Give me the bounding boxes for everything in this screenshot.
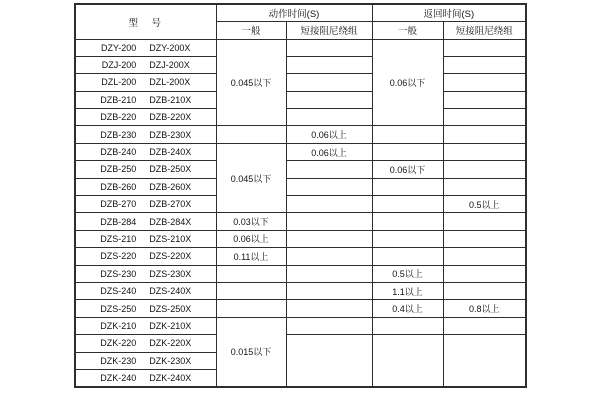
return-damping-cell	[443, 178, 526, 195]
action-damping-cell	[286, 196, 372, 213]
action-damping-cell	[286, 91, 372, 108]
action-general-cell: 0.045以下	[216, 143, 286, 213]
model-name: DZK-210	[100, 320, 137, 331]
return-general-cell: 0.06以下	[372, 39, 443, 126]
table-row	[75, 109, 526, 126]
header-action-damping: 短接阻尼绕组	[286, 22, 372, 40]
return-damping-cell	[443, 126, 526, 143]
return-general-cell	[372, 213, 443, 230]
return-damping-cell: 0.5以上	[443, 196, 526, 213]
model-cell	[75, 56, 216, 73]
return-damping-cell	[443, 74, 526, 91]
model-cell	[75, 352, 216, 369]
model-cell	[75, 91, 216, 108]
model-name-x: DZK-220X	[149, 338, 192, 349]
header-model: 型 号	[75, 4, 216, 39]
model-cell	[75, 282, 216, 299]
model-name-x: DZS-240X	[149, 286, 192, 297]
return-damping-cell	[443, 39, 526, 56]
return-damping-cell	[443, 56, 526, 73]
action-damping-cell	[286, 230, 372, 247]
model-name: DZB-250	[100, 164, 137, 175]
action-general-cell: 0.11以上	[216, 248, 286, 265]
return-general-cell	[372, 178, 443, 195]
action-general-cell	[216, 282, 286, 299]
model-name-x: DZB-284X	[149, 216, 192, 227]
action-damping-cell	[286, 74, 372, 91]
model-name: DZS-250	[100, 303, 137, 314]
model-name: DZS-210	[100, 233, 137, 244]
return-damping-cell	[443, 91, 526, 108]
model-name-x: DZS-230X	[149, 268, 192, 279]
model-name-x: DZY-200X	[149, 42, 191, 53]
model-name-x: DZB-230X	[149, 129, 192, 140]
return-general-cell: 1.1以上	[372, 282, 443, 299]
table-row	[75, 196, 526, 213]
table-row	[75, 317, 526, 334]
action-damping-cell	[286, 56, 372, 73]
table-row	[75, 143, 526, 160]
model-cell	[75, 196, 216, 213]
model-name-x: DZB-240X	[149, 147, 192, 158]
table-row	[75, 335, 526, 352]
header-action-general: 一般	[216, 22, 286, 40]
model-cell	[75, 74, 216, 91]
model-cell	[75, 317, 216, 334]
model-cell	[75, 143, 216, 160]
model-name-x: DZB-210X	[149, 94, 192, 105]
action-damping-cell	[286, 161, 372, 178]
table-row	[75, 161, 526, 178]
return-general-cell	[372, 317, 443, 334]
model-name: DZB-260	[100, 181, 137, 192]
action-damping-cell: 0.06以上	[286, 143, 372, 160]
action-general-cell: 0.06以上	[216, 230, 286, 247]
model-cell	[75, 265, 216, 282]
return-damping-cell	[443, 248, 526, 265]
return-general-cell	[372, 230, 443, 247]
table-row	[75, 300, 526, 317]
header-row-1	[75, 4, 526, 22]
model-name-x: DZB-270X	[149, 199, 192, 210]
model-name-x: DZS-210X	[149, 233, 192, 244]
model-name-x: DZB-220X	[149, 112, 192, 123]
header-return-damping: 短接阻尼绕组	[443, 22, 526, 40]
model-name-x: DZS-220X	[149, 251, 192, 262]
action-general-cell	[216, 265, 286, 282]
model-name: DZB-230	[100, 129, 137, 140]
table-row	[75, 213, 526, 230]
table-row	[75, 248, 526, 265]
model-name: DZB-284	[100, 216, 137, 227]
model-name: DZB-240	[100, 147, 137, 158]
return-damping-cell: 0.8以上	[443, 300, 526, 317]
model-name-x: DZK-240X	[149, 372, 192, 383]
action-general-cell	[216, 300, 286, 317]
action-damping-cell	[286, 248, 372, 265]
return-damping-cell	[443, 335, 526, 387]
model-name-x: DZL-200X	[149, 77, 191, 88]
model-name-x: DZJ-200X	[149, 60, 190, 71]
return-general-cell	[372, 248, 443, 265]
header-return-time: 返回时间(S)	[372, 4, 526, 22]
return-damping-cell	[443, 161, 526, 178]
model-name-x: DZK-210X	[149, 320, 192, 331]
return-damping-cell	[443, 143, 526, 160]
model-name: DZJ-200	[101, 60, 137, 71]
action-damping-cell	[286, 335, 372, 387]
model-name: DZK-230	[100, 355, 137, 366]
model-name: DZS-230	[100, 268, 137, 279]
model-cell	[75, 109, 216, 126]
model-name: DZL-200	[101, 77, 137, 88]
header-action-time: 动作时间(S)	[216, 4, 372, 22]
return-general-cell	[372, 126, 443, 143]
model-cell	[75, 126, 216, 143]
return-damping-cell	[443, 317, 526, 334]
table-row	[75, 230, 526, 247]
action-damping-cell	[286, 109, 372, 126]
action-general-cell: 0.03以下	[216, 213, 286, 230]
model-name: DZK-220	[100, 338, 137, 349]
return-damping-cell	[443, 230, 526, 247]
action-general-cell: 0.045以下	[216, 39, 286, 126]
model-cell	[75, 335, 216, 352]
table-row	[75, 282, 526, 299]
table-row	[75, 178, 526, 195]
table-row	[75, 74, 526, 91]
model-cell	[75, 369, 216, 386]
model-name-x: DZS-250X	[149, 303, 192, 314]
model-name: DZB-210	[100, 94, 137, 105]
action-damping-cell	[286, 300, 372, 317]
return-damping-cell	[443, 265, 526, 282]
header-return-general: 一般	[372, 22, 443, 40]
table-row	[75, 56, 526, 73]
action-damping-cell	[286, 282, 372, 299]
action-damping-cell	[286, 39, 372, 56]
relay-timing-spec-table	[74, 3, 527, 388]
return-damping-cell	[443, 109, 526, 126]
model-cell	[75, 230, 216, 247]
model-name: DZY-200	[101, 42, 137, 53]
action-damping-cell	[286, 265, 372, 282]
model-name-x: DZB-250X	[149, 164, 192, 175]
return-general-cell	[372, 143, 443, 160]
model-cell	[75, 248, 216, 265]
model-cell	[75, 161, 216, 178]
return-general-cell	[372, 196, 443, 213]
model-name-x: DZK-230X	[149, 355, 192, 366]
table-row	[75, 39, 526, 56]
model-name: DZK-240	[100, 372, 137, 383]
model-cell	[75, 213, 216, 230]
model-cell	[75, 178, 216, 195]
table-row	[75, 126, 526, 143]
return-damping-cell	[443, 213, 526, 230]
return-general-cell: 0.4以上	[372, 300, 443, 317]
model-cell	[75, 300, 216, 317]
action-general-cell	[216, 126, 286, 143]
model-name: DZB-220	[100, 112, 137, 123]
return-general-cell: 0.5以上	[372, 265, 443, 282]
return-general-cell	[372, 335, 443, 387]
action-damping-cell: 0.06以上	[286, 126, 372, 143]
model-name-x: DZB-260X	[149, 181, 192, 192]
return-damping-cell	[443, 282, 526, 299]
table-row	[75, 91, 526, 108]
model-name: DZB-270	[100, 199, 137, 210]
action-damping-cell	[286, 178, 372, 195]
model-name: DZS-220	[100, 251, 137, 262]
action-general-cell: 0.015以下	[216, 317, 286, 387]
model-cell	[75, 39, 216, 56]
action-damping-cell	[286, 317, 372, 334]
return-general-cell: 0.06以下	[372, 161, 443, 178]
model-name: DZS-240	[100, 286, 137, 297]
table-row	[75, 265, 526, 282]
action-damping-cell	[286, 213, 372, 230]
